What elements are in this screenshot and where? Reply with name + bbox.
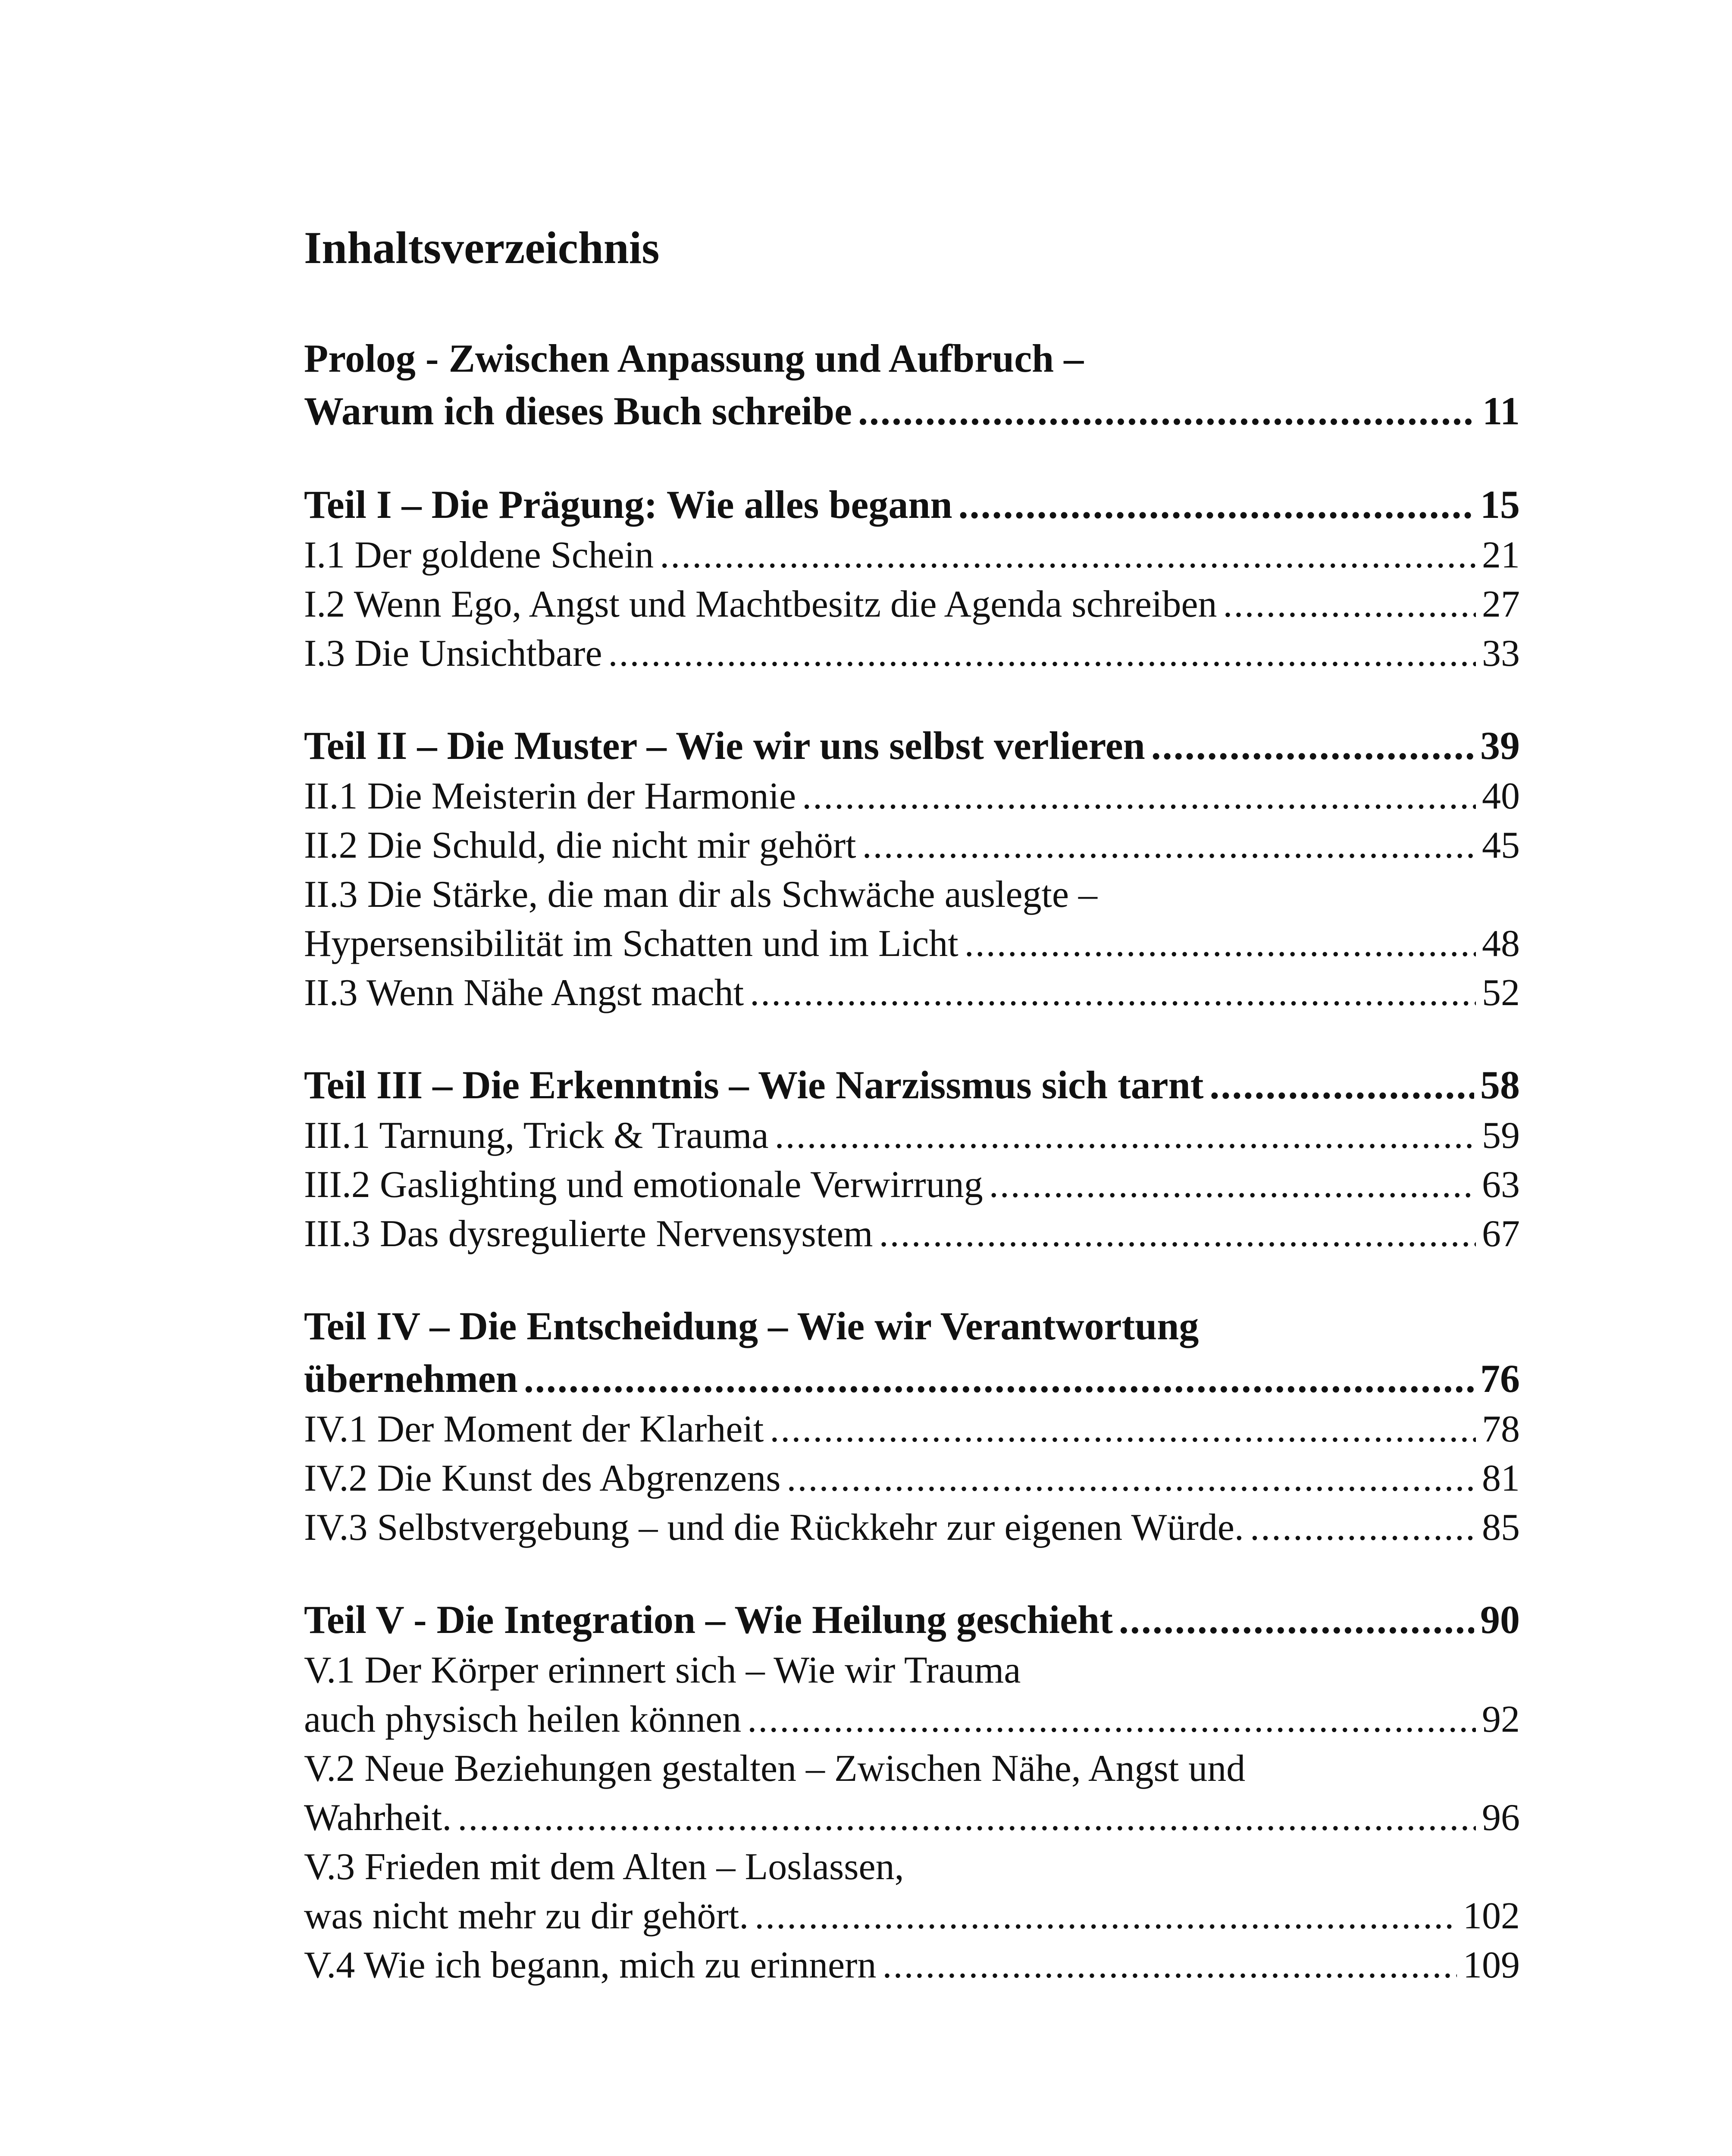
toc-entry — [304, 1646, 1520, 1695]
toc-page-number: 58 — [1480, 1063, 1520, 1107]
dot-leader — [858, 385, 1476, 437]
toc-page-number: 109 — [1463, 1944, 1520, 1986]
toc-entry-title: III.1 Tarnung, Trick & Trauma — [304, 1115, 769, 1156]
toc-page-number: 45 — [1482, 824, 1520, 866]
dot-leader — [775, 1111, 1476, 1160]
toc-page-number: 33 — [1482, 633, 1520, 674]
dot-leader — [755, 1892, 1457, 1941]
toc-page-number: 92 — [1482, 1698, 1520, 1740]
toc-section — [304, 1593, 1520, 1990]
toc-entry-title: IV.3 Selbstvergebung – und die Rückkehr zur eigenen Würde. — [304, 1507, 1244, 1548]
toc-entry — [304, 1892, 1520, 1941]
toc-page-number: 39 — [1480, 724, 1520, 768]
toc-entry — [304, 1941, 1520, 1990]
toc-entry-title: II.3 Die Stärke, die man dir als Schwäche auslegte – — [304, 874, 1098, 915]
toc-entry-title: I.1 Der goldene Schein — [304, 534, 654, 576]
toc-page-number: 78 — [1482, 1408, 1520, 1450]
toc-entry-title: auch physisch heilen können — [304, 1698, 742, 1740]
toc-entry — [304, 1454, 1520, 1503]
toc-entry — [304, 919, 1520, 968]
dot-leader — [524, 1352, 1474, 1405]
toc-entry-title: III.2 Gaslighting und emotionale Verwirrung — [304, 1164, 983, 1206]
toc-page-number: 48 — [1482, 923, 1520, 965]
dot-leader — [958, 478, 1474, 531]
dot-leader — [747, 1695, 1476, 1744]
dot-leader — [1209, 1059, 1474, 1111]
toc-section — [304, 719, 1520, 1018]
toc-part-heading — [304, 719, 1520, 772]
dot-leader — [879, 1210, 1476, 1259]
dot-leader — [608, 629, 1476, 678]
toc-entry — [304, 821, 1520, 870]
toc-part-heading — [304, 1300, 1520, 1352]
toc-entry — [304, 968, 1520, 1018]
toc-entry-title: V.4 Wie ich begann, mich zu erinnern — [304, 1944, 877, 1986]
toc-entry-title: IV.1 Der Moment der Klarheit — [304, 1408, 764, 1450]
toc-title: Inhaltsverzeichnis — [304, 222, 660, 273]
dot-leader — [770, 1405, 1476, 1454]
toc-entry-title: I.3 Die Unsichtbare — [304, 633, 602, 674]
toc-entry — [304, 580, 1520, 629]
toc-page-number: 63 — [1482, 1164, 1520, 1206]
toc-page-number: 90 — [1480, 1598, 1520, 1642]
toc-entry-title: Warum ich dieses Buch schreibe — [304, 389, 852, 433]
dot-leader — [1223, 580, 1476, 629]
toc-entry — [304, 531, 1520, 580]
toc-entry-title: übernehmen — [304, 1357, 518, 1401]
toc-entry-title: Wahrheit. — [304, 1797, 452, 1839]
toc-entry — [304, 1843, 1520, 1892]
toc-page-number: 59 — [1482, 1115, 1520, 1156]
toc-part-heading — [304, 332, 1520, 385]
toc-entry — [304, 772, 1520, 821]
toc-part-heading — [304, 478, 1520, 531]
toc-entry-title: Teil II – Die Muster – Wie wir uns selbst verlieren — [304, 724, 1145, 768]
dot-leader — [989, 1160, 1476, 1210]
dot-leader — [862, 821, 1476, 870]
toc-entry — [304, 870, 1520, 919]
toc-entry — [304, 1160, 1520, 1210]
toc-entry-title: I.2 Wenn Ego, Angst und Machtbesitz die Agenda schreiben — [304, 583, 1217, 625]
toc-part-heading — [304, 385, 1520, 437]
toc-sections — [304, 332, 1520, 1990]
toc-section — [304, 332, 1520, 437]
toc-entry — [304, 1695, 1520, 1744]
toc-entry-title: Teil V - Die Integration – Wie Heilung geschieht — [304, 1598, 1113, 1642]
toc-part-heading — [304, 1593, 1520, 1646]
toc-entry-title: II.2 Die Schuld, die nicht mir gehört — [304, 824, 856, 866]
toc-entry — [304, 1111, 1520, 1160]
dot-leader — [882, 1941, 1457, 1990]
dot-leader — [1119, 1593, 1474, 1646]
dot-leader — [787, 1454, 1476, 1503]
toc-entry-title: Hypersensibilität im Schatten und im Licht — [304, 923, 958, 965]
toc-page-number: 67 — [1482, 1213, 1520, 1255]
toc-page-number: 15 — [1480, 483, 1520, 526]
dot-leader — [965, 919, 1476, 968]
toc-page-number: 21 — [1482, 534, 1520, 576]
toc-part-heading — [304, 1059, 1520, 1111]
toc-page-number: 11 — [1482, 389, 1520, 433]
toc-entry-title: II.1 Die Meisterin der Harmonie — [304, 775, 796, 817]
toc-entry — [304, 1405, 1520, 1454]
toc-page-number: 96 — [1482, 1797, 1520, 1839]
toc-section — [304, 1300, 1520, 1552]
dot-leader — [660, 531, 1476, 580]
toc-page-number: 102 — [1463, 1895, 1520, 1937]
toc-page-number: 85 — [1482, 1507, 1520, 1548]
toc-page — [304, 216, 1520, 2031]
toc-entry-title: V.2 Neue Beziehungen gestalten – Zwischen Nähe, Angst und — [304, 1748, 1246, 1789]
dot-leader — [1151, 719, 1474, 772]
toc-entry — [304, 1503, 1520, 1552]
dot-leader — [1250, 1503, 1476, 1552]
toc-entry-title: Teil IV – Die Entscheidung – Wie wir Verantwortung — [304, 1304, 1199, 1348]
toc-part-heading — [304, 1352, 1520, 1405]
toc-entry-title: Teil I – Die Prägung: Wie alles begann — [304, 483, 952, 526]
toc-entry — [304, 1793, 1520, 1843]
toc-entry-title: Prolog - Zwischen Anpassung und Aufbruch – — [304, 336, 1084, 380]
toc-page-number: 76 — [1480, 1357, 1520, 1401]
dot-leader — [750, 968, 1476, 1018]
toc-entry-title: Teil III – Die Erkenntnis – Wie Narzissmus sich tarnt — [304, 1063, 1204, 1107]
toc-page-number: 81 — [1482, 1457, 1520, 1499]
toc-entry — [304, 629, 1520, 678]
toc-entry-title: V.1 Der Körper erinnert sich – Wie wir Trauma — [304, 1649, 1021, 1691]
toc-page-number: 27 — [1482, 583, 1520, 625]
toc-entry-title: V.3 Frieden mit dem Alten – Loslassen, — [304, 1846, 904, 1888]
dot-leader — [457, 1793, 1476, 1843]
toc-entry-title: was nicht mehr zu dir gehört. — [304, 1895, 749, 1937]
toc-section — [304, 1059, 1520, 1259]
toc-entry-title: II.3 Wenn Nähe Angst macht — [304, 972, 744, 1014]
toc-entry-title: IV.2 Die Kunst des Abgrenzens — [304, 1457, 781, 1499]
dot-leader — [802, 772, 1476, 821]
toc-entry — [304, 1210, 1520, 1259]
toc-entry-title: III.3 Das dysregulierte Nervensystem — [304, 1213, 873, 1255]
toc-page-number: 52 — [1482, 972, 1520, 1014]
toc-page-number: 40 — [1482, 775, 1520, 817]
toc-entry — [304, 1744, 1520, 1793]
toc-section — [304, 478, 1520, 678]
